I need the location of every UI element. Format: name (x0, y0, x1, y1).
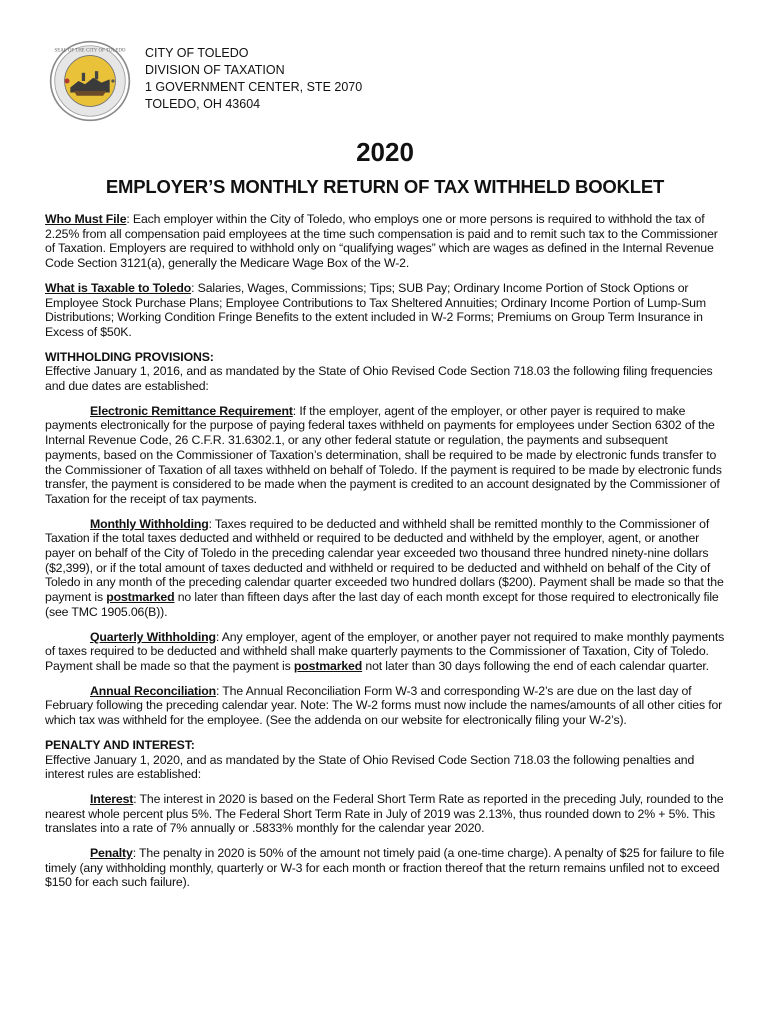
quarterly-withholding-heading: Quarterly Withholding (90, 629, 216, 644)
taxable-text: : Salaries, Wages, Commissions; Tips; SUB Pay; Ordinary Income Portion of Stock Options or Employee Stock Purchase Plans; Employee Contributions to Tax Sheltered Annuities; Ordinary Income Portion of Lump-Sum Distributions; Working Condition Fringe Benefits to the extent included in W-2 Forms; Premiums on Group Term Insurance in Excess of $50K. (45, 280, 706, 339)
electronic-remittance-paragraph (45, 404, 725, 507)
who-must-file-heading: Who Must File (45, 212, 127, 226)
who-must-file-text: : Each employer within the City of Toledo, who employs one or more persons is required to withhold the tax of 2.25% from all compensation paid employees at the time such compensation is paid and to remit such tax to the Commissioner of Taxation. Employers are required to withhold only on “qualifying wages” which are wages as defined in the Internal Revenue Code Section 3121(a), generally the Medicare Wage Box of the W-2. (45, 212, 718, 271)
penalty-paragraph (45, 846, 725, 890)
city-seal-icon (49, 40, 131, 122)
penalty-interest-heading: PENALTY AND INTEREST: (45, 737, 195, 752)
interest-text: : The interest in 2020 is based on the Federal Short Term Rate as reported in the preceding July, rounded to the nearest whole percent plus 5%. The Federal Short Term Rate in July of 2019 was 2.13%, thus rounded down to 2% + 5%. This translates into a rate of 7% annually or .5833% monthly for the calendar year 2020. (45, 791, 724, 836)
electronic-remittance-text: : If the employer, agent of the employer, or other payer is required to make payments electronically for the purpose of paying federal taxes withheld on payments for employees under Section 6302 of the Internal Revenue Code, 26 C.F.R. 31.6302.1, or any other federal statute or regulation, the payments and subsequent payments, based on the Commissioner of Taxation’s determination, shall be required to be made by electronic funds transfer to the Commissioner of Taxation of all taxes withheld on behalf of Toledo. If the payment is required to be made by electronic funds transfer, the payment is considered to be made when the payment is credited to an account designated by the Commissioner of Taxation for the receipt of tax payments. (45, 403, 722, 506)
monthly-postmarked-emphasis: postmarked (106, 590, 175, 605)
penalty-heading: Penalty (90, 846, 133, 861)
monthly-withholding-text-end: no later than fifteen days after the last day of each month except for those required to electronically file (see TMC 1905.06(B)). (45, 590, 719, 619)
address-line-1: CITY OF TOLEDO (145, 46, 249, 60)
monthly-withholding-heading: Monthly Withholding (90, 516, 209, 531)
penalty-section (45, 738, 725, 782)
agency-address (145, 45, 362, 113)
document-year: 2020 (356, 137, 414, 167)
page-title: EMPLOYER’S MONTHLY RETURN OF TAX WITHHELD BOOKLET (105, 176, 665, 197)
annual-reconciliation-text: : The Annual Reconciliation Form W-3 and corresponding W-2’s are due on the last day of February following the preceding calendar year. Note: The W-2 forms must now include the names/amounts of all other cities for which tax was withheld for the employee. (See the addenda on our website for electronically filing your W-2’s). (45, 683, 723, 728)
monthly-withholding-text: : Taxes required to be deducted and withheld shall be remitted monthly to the Commissioner of Taxation if the total taxes deducted and withheld or required to be deducted and withheld by the employer, agent, or another payer on behalf of the City of Toledo in the preceding calendar year exceeded two thousand three hundred ninety-nine dollars ($2,399), or if the total amount of taxes deducted and withheld or required to be deducted and withheld on behalf of the City of Toledo in any month of the preceding calendar quarter exceeded two hundred dollars ($200). Payment shall be made so that the payment is (45, 516, 724, 605)
annual-reconciliation-paragraph (45, 684, 725, 728)
quarterly-withholding-paragraph (45, 630, 725, 674)
electronic-remittance-heading: Electronic Remittance Requirement (90, 403, 293, 418)
quarterly-postmarked-emphasis: postmarked (293, 658, 363, 673)
interest-paragraph (45, 792, 725, 836)
withholding-intro: Effective January 1, 2016, and as mandated by the State of Ohio Revised Code Section 718.03 the following filing frequencies and due dates are established: (45, 364, 713, 394)
monthly-withholding-paragraph (45, 517, 725, 620)
taxable-paragraph (45, 281, 725, 340)
quarterly-withholding-text-end: not later than 30 days following the end of each calendar quarter. (362, 658, 709, 673)
penalty-text: : The penalty in 2020 is 50% of the amount not timely paid (a one-time charge). A penalty of $25 for failure to file timely (any withholding monthly, quarterly or W-3 for each month or fraction thereof that the return remains unfiled not to exceed $150 for each such failure). (45, 846, 725, 890)
seal-text: SEAL OF THE CITY OF TOLEDO (54, 48, 126, 54)
withholding-section (45, 350, 725, 394)
address-line-4: TOLEDO, OH 43604 (145, 97, 261, 111)
quarterly-withholding-text: : Any employer, agent of the employer, or another payer not required to make monthly payments of taxes required to be deducted and withheld shall make quarterly payments to the Commissioner of Taxation, City of Toledo. Payment shall be made so that the payment is (45, 629, 725, 673)
address-line-2: DIVISION OF TAXATION (145, 63, 285, 77)
interest-heading: Interest (90, 791, 134, 806)
penalty-interest-intro: Effective January 1, 2020, and as mandated by the State of Ohio Revised Code Section 718.03 the following penalties and interest rules are established: (45, 752, 695, 782)
withholding-heading: WITHHOLDING PROVISIONS: (45, 349, 214, 364)
address-line-3: 1 GOVERNMENT CENTER, STE 2070 (145, 80, 363, 94)
document-body (45, 212, 725, 900)
annual-reconciliation-heading: Annual Reconciliation (90, 683, 216, 698)
taxable-heading: What is Taxable to Toledo (45, 280, 192, 295)
who-must-file-paragraph (45, 212, 725, 271)
